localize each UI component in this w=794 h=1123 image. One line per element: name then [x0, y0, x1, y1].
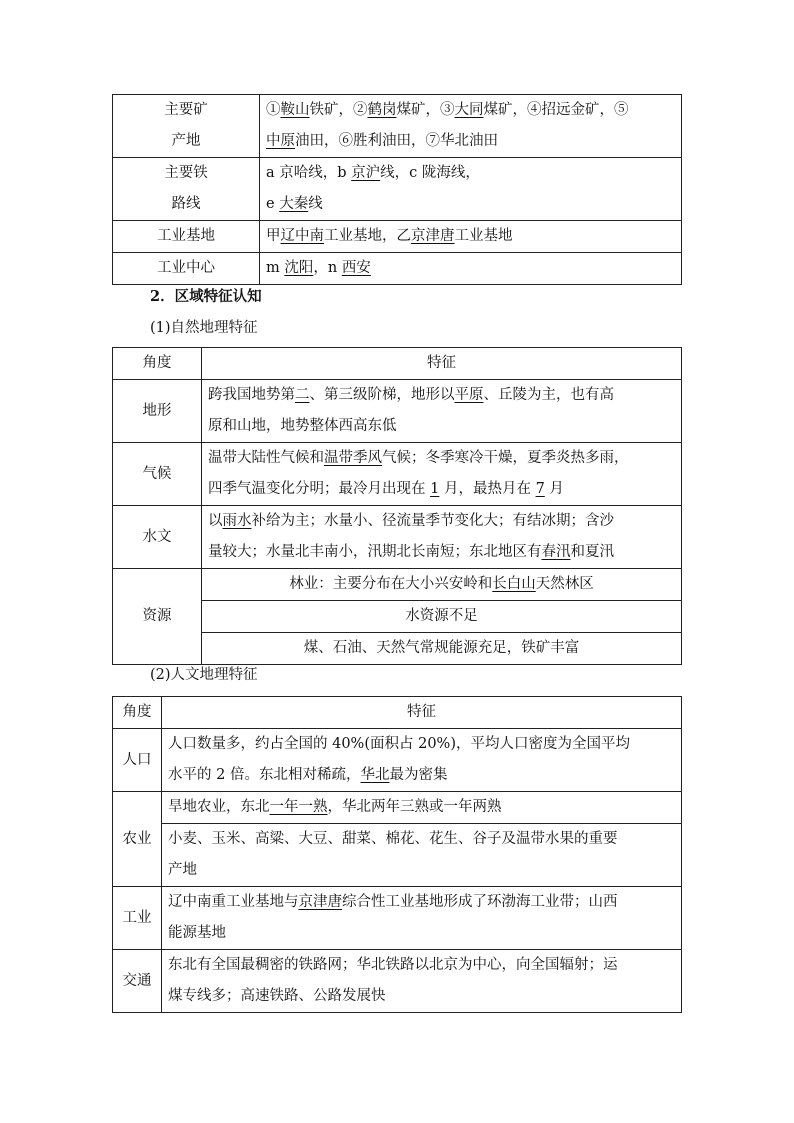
table-row [113, 887, 682, 950]
row-key-industry: 工业 [113, 887, 162, 950]
subsection-title-natural: (1)自然地理特征 [150, 320, 258, 336]
resources-table [112, 94, 682, 285]
table-header-row [113, 697, 682, 729]
row-value-terrain: 跨我国地势第二、第三级阶梯，地形以平原、丘陵为主，也有高 原和山地，地势整体西高东低 [202, 380, 682, 443]
row-value-water: 水资源不足 [202, 601, 682, 633]
natural-features-table [112, 347, 682, 665]
table-row [113, 729, 682, 792]
table-header-row [113, 348, 682, 380]
row-value-forestry: 林业：主要分布在大小兴安岭和长白山天然林区 [202, 569, 682, 601]
table-row [113, 253, 682, 285]
row-value-agriculture-2: 小麦、玉米、高粱、大豆、甜菜、棉花、花生、谷子及温带水果的重要 产地 [162, 824, 682, 887]
row-value-industrial-base: 甲辽中南工业基地，乙京津唐工业基地 [260, 221, 682, 253]
header-angle: 角度 [113, 697, 162, 729]
row-key-mines: 主要矿 产地 [113, 95, 260, 158]
table-row [113, 443, 682, 506]
section-title: 2．区域特征认知 [150, 288, 262, 305]
row-key-resources: 资源 [113, 569, 202, 665]
row-value-climate: 温带大陆性气候和温带季风气候；冬季寒冷干燥，夏季炎热多雨， 四季气温变化分明；最冷月出现在 1 月，最热月在 7 月 [202, 443, 682, 506]
row-value-population: 人口数量多，约占全国的 40%(面积占 20%)，平均人口密度为全国平均 水平的 2 倍。东北相对稀疏，华北最为密集 [162, 729, 682, 792]
table-row [113, 380, 682, 443]
row-value-industrial-center: m 沈阳，n 西安 [260, 253, 682, 285]
row-key-traffic: 交通 [113, 950, 162, 1013]
table-row [113, 221, 682, 253]
row-value-traffic: 东北有全国最稠密的铁路网；华北铁路以北京为中心，向全国辐射；运 煤专线多；高速铁路、公路发展快 [162, 950, 682, 1013]
table-row [113, 158, 682, 221]
row-key-climate: 气候 [113, 443, 202, 506]
table-row [113, 792, 682, 824]
table-row [113, 506, 682, 569]
table-row [113, 950, 682, 1013]
row-key-industrial-center: 工业中心 [113, 253, 260, 285]
row-key-agriculture: 农业 [113, 792, 162, 887]
row-value-energy: 煤、石油、天然气常规能源充足，铁矿丰富 [202, 633, 682, 665]
row-key-railways: 主要铁 路线 [113, 158, 260, 221]
row-value-railways: a 京哈线，b 京沪线，c 陇海线， e 大秦线 [260, 158, 682, 221]
human-features-table [112, 696, 682, 1013]
row-key-hydrology: 水文 [113, 506, 202, 569]
row-value-hydrology: 以雨水补给为主；水量小、径流量季节变化大；有结冰期；含沙 量较大；水量北丰南小，汛期北长南短；东北地区有春汛和夏汛 [202, 506, 682, 569]
row-key-population: 人口 [113, 729, 162, 792]
row-key-industrial-base: 工业基地 [113, 221, 260, 253]
header-angle: 角度 [113, 348, 202, 380]
row-key-terrain: 地形 [113, 380, 202, 443]
subsection-title-human: (2)人文地理特征 [150, 667, 258, 683]
row-value-mines: ①鞍山铁矿，②鹤岗煤矿，③大同煤矿，④招远金矿，⑤ 中原油田，⑥胜利油田，⑦华北油田 [260, 95, 682, 158]
table-row [113, 95, 682, 158]
row-value-industry: 辽中南重工业基地与京津唐综合性工业基地形成了环渤海工业带；山西 能源基地 [162, 887, 682, 950]
header-feature: 特征 [162, 697, 682, 729]
header-feature: 特征 [202, 348, 682, 380]
row-value-agriculture-1: 旱地农业，东北一年一熟，华北两年三熟或一年两熟 [162, 792, 682, 824]
table-row [113, 824, 682, 887]
table-row [113, 569, 682, 601]
